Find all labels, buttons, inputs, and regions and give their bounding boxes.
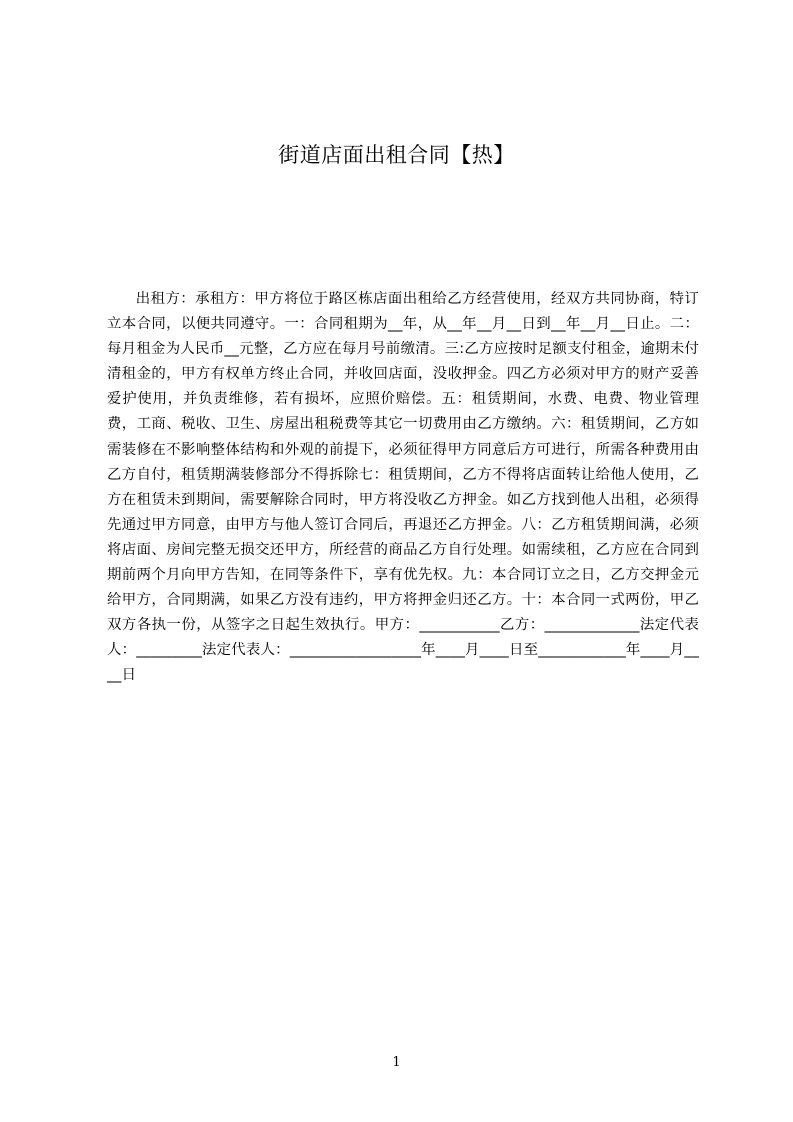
contract-body: 出租方：承租方：甲方将位于路区栋店面出租给乙方经营使用，经双方共同协商，特订立本合同，以便共同遵守。一：合同租期为__年，从__年__月__日到__年__月__日止。二：每月租金为人民币__元整，乙方应在每月号前缴清。三:乙方应按时足额支付租金，逾期未付清租金的，甲方有权单方终止合同，并收回店面，没收押金。四乙方必须对甲方的财产妥善爱护使用，并负责维修，若有损坏，应照价赔偿。五：租赁期间，水费、电费、物业管理费，工商、税收、卫生、房屋出租税费等其它一切费用由乙方缴纳。六：租赁期间，乙方如需装修在不影响整体结构和外观的前提下，必须征得甲方同意后方可进行，所需各种费用由乙方自付，租赁期满装修部分不得拆除七：租赁期间，乙方不得将店面转让给他人使用，乙方在租赁未到期间，需要解除合同时，甲方将没收乙方押金。如乙方找到他人出租，必须得先通过甲方同意，由甲方与他人签订合同后，再退还乙方押金。八：乙方租赁期间满，必须将店面、房间完整无损交还甲方，所经营的商品乙方自行处理。如需续租，乙方应在合同到期前两个月向甲方告知，在同等条件下，享有优先权。九：本合同订立之日，乙方交押金元给甲方，合同期满，如果乙方没有违约，甲方将押金归还乙方。十：本合同一式两份，甲乙双方各执一份，从签字之日起生效执行。甲方：___________乙方：_____________法定代表人：_________法定代表人：__________________年____月____日至____________年____月____日 bbox=[107, 291, 699, 684]
document-title: 街道店面出租合同【热】 bbox=[278, 143, 515, 167]
page-number: 1 bbox=[392, 1055, 401, 1070]
